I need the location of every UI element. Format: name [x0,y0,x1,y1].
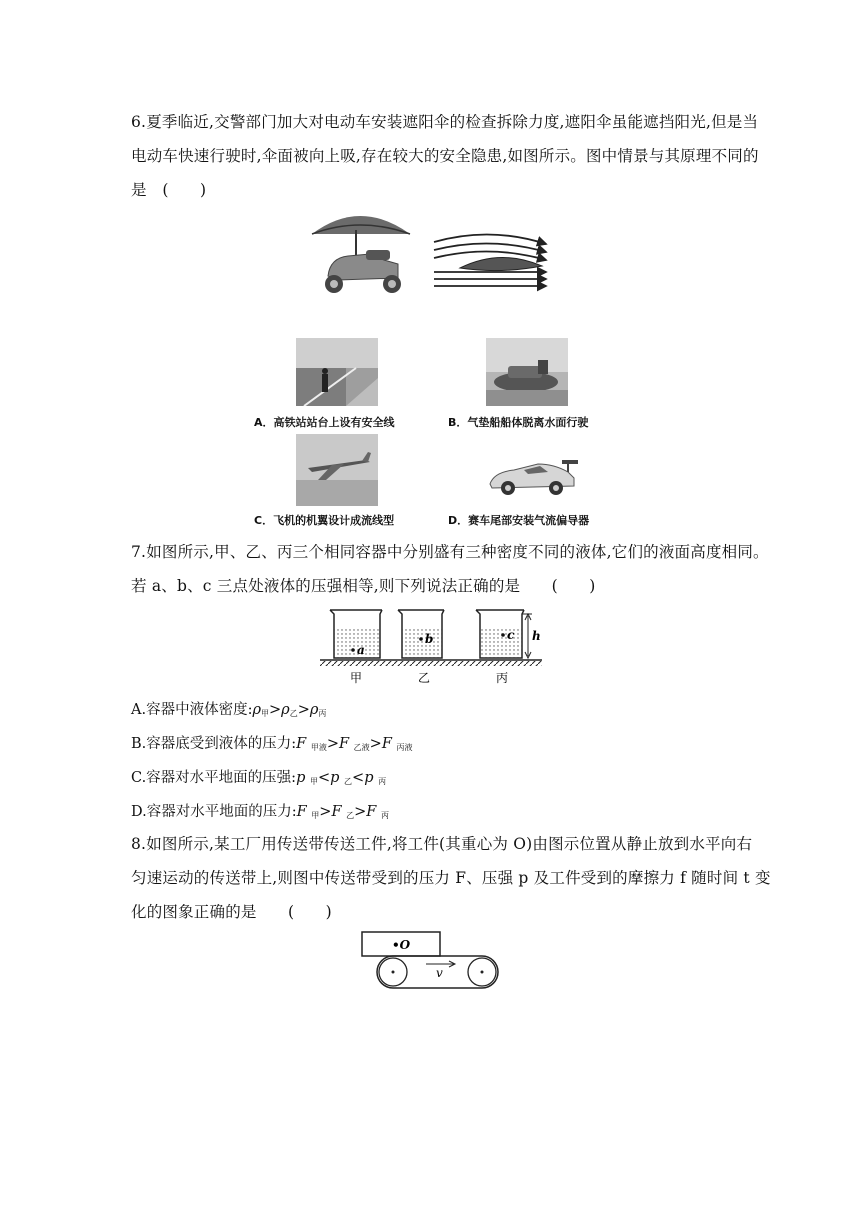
scooter-umbrella-image [308,206,412,296]
q6-caption-c: C．飞机的机翼设计成流线型 [254,514,395,527]
container-jia-label: 甲 [350,671,363,685]
velocity-v-label: v [436,966,443,980]
center-o-label: •O [392,938,411,952]
q6-caption-a: A．高铁站站台上设有安全线 [254,416,395,429]
q6-text-line2: 电动车快速行驶时,伞面被向上吸,存在较大的安全隐患,如图所示。图中情景与其原理不同的 [131,147,759,165]
airfoil-streamline-diagram [430,232,554,294]
container-yi-label: 乙 [418,671,431,685]
airplane-photo [296,434,378,506]
height-h-label: h [532,629,541,643]
q8-text-line3: 化的图象正确的是 ( ) [131,903,332,921]
q6-caption-d: D．赛车尾部安装气流偏导器 [448,514,590,527]
train-platform-photo [296,338,378,406]
container-bing-label: 丙 [496,671,509,685]
hovercraft-photo [486,338,568,406]
conveyor-belt-diagram [360,930,502,992]
point-c-label: c [507,628,515,642]
three-containers-diagram [316,604,548,688]
q7-text-line2: 若 a、b、c 三点处液体的压强相等,则下列说法正确的是 ( ) [131,577,596,595]
q6-text-line3: 是 ( ) [131,181,207,199]
q6-caption-b: B．气垫船船体脱离水面行驶 [448,416,589,429]
q7-text-line1: 7.如图所示,甲、乙、丙三个相同容器中分别盛有三种密度不同的液体,它们的液面高度相同。 [131,543,769,561]
q6-text-line1: 6.夏季临近,交警部门加大对电动车安装遮阳伞的检查拆除力度,遮阳伞虽能遮挡阳光,但是当 [131,113,759,131]
q7-option-d: D.容器对水平地面的压力:F $_甲$>F $_乙$>F $_丙$ [131,804,389,820]
q7-option-a: A.容器中液体密度$:\rho_甲>\rho_乙>\rho_丙$ [131,702,327,718]
point-b-label: b [425,632,434,646]
q8-text-line2: 匀速运动的传送带上,则图中传送带受到的压力 F、压强 p 及工件受到的摩擦力 f 随时间 t 变 [131,869,771,887]
q7-option-b: B.容器底受到液体的压力:F $_{甲液}$>F $_{乙液}$>F $_{丙液}$ [131,736,413,752]
q8-text-line1: 8.如图所示,某工厂用传送带传送工件,将工件(其重心为 O)由图示位置从静止放到水平向右 [131,835,753,853]
point-a-label: a [357,643,365,657]
race-car-photo [484,450,580,500]
q7-option-c: C.容器对水平地面的压强:p $_甲$<p $_乙$<p $_丙$ [131,770,387,786]
